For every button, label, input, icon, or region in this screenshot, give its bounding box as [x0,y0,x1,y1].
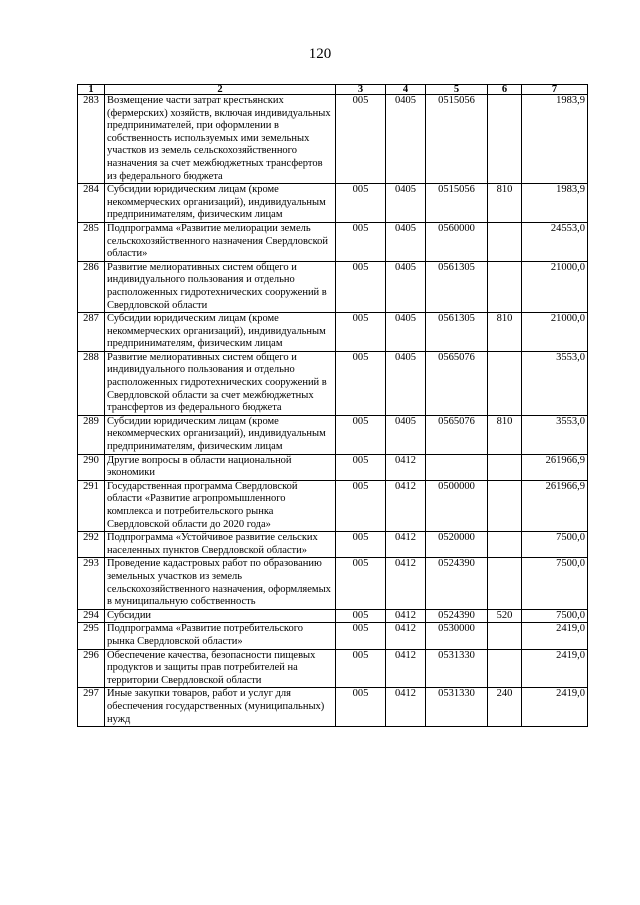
row-description: Обеспечение качества, безопасности пищевых продуктов и защиты прав потребителей на территории Свердловской области [105,649,336,688]
row-code-6 [488,222,522,261]
row-code-4: 0412 [386,532,426,558]
row-code-3: 005 [336,415,386,454]
row-number: 287 [78,313,105,352]
row-amount: 2419,0 [522,649,588,688]
row-amount: 3553,0 [522,351,588,415]
table-row [78,623,588,649]
row-code-6: 810 [488,415,522,454]
row-code-6: 810 [488,184,522,223]
table-row [78,558,588,609]
row-amount: 261966,9 [522,480,588,531]
column-header: 3 [336,85,386,95]
row-code-3: 005 [336,313,386,352]
row-amount: 1983,9 [522,184,588,223]
row-amount: 21000,0 [522,261,588,312]
row-code-5: 0531330 [426,688,488,727]
row-code-6: 240 [488,688,522,727]
row-code-6 [488,454,522,480]
row-description: Субсидии юридическим лицам (кроме некоммерческих организаций), индивидуальным предпринимателям, физическим лицам [105,184,336,223]
row-code-4: 0412 [386,623,426,649]
row-description: Развитие мелиоративных систем общего и индивидуального пользования и отдельно расположенных гидротехнических сооружений в Свердловской области за счет межбюджетных трансфертов из федерального бюджета [105,351,336,415]
row-amount: 3553,0 [522,415,588,454]
row-code-6 [488,532,522,558]
table-row [78,313,588,352]
row-code-5: 0560000 [426,222,488,261]
column-header: 4 [386,85,426,95]
row-code-6 [488,558,522,609]
row-code-3: 005 [336,261,386,312]
row-code-6 [488,623,522,649]
row-description: Проведение кадастровых работ по образованию земельных участков из земель сельскохозяйственного назначения, оформляемых в муниципальную собственность [105,558,336,609]
row-number: 291 [78,480,105,531]
column-header: 2 [105,85,336,95]
row-code-5: 0531330 [426,649,488,688]
row-code-4: 0412 [386,454,426,480]
table-row [78,532,588,558]
row-description: Государственная программа Свердловской области «Развитие агропромышленного комплекса и потребительского рынка Свердловской области до 2020 года» [105,480,336,531]
row-code-4: 0405 [386,222,426,261]
row-code-6 [488,261,522,312]
row-description: Иные закупки товаров, работ и услуг для обеспечения государственных (муниципальных) нужд [105,688,336,727]
row-amount: 7500,0 [522,532,588,558]
row-code-5: 0515056 [426,95,488,184]
row-code-4: 0412 [386,558,426,609]
row-amount: 2419,0 [522,688,588,727]
row-code-5: 0500000 [426,480,488,531]
row-code-3: 005 [336,609,386,623]
row-code-3: 005 [336,222,386,261]
row-code-6 [488,351,522,415]
row-code-4: 0412 [386,649,426,688]
row-code-4: 0405 [386,313,426,352]
row-number: 284 [78,184,105,223]
row-number: 295 [78,623,105,649]
row-number: 294 [78,609,105,623]
row-code-6: 810 [488,313,522,352]
row-code-6: 520 [488,609,522,623]
row-description: Подпрограмма «Развитие потребительского рынка Свердловской области» [105,623,336,649]
row-description: Развитие мелиоративных систем общего и индивидуального пользования и отдельно расположенных гидротехнических сооружений в Свердловской области [105,261,336,312]
column-header: 5 [426,85,488,95]
row-code-4: 0405 [386,351,426,415]
row-code-5: 0530000 [426,623,488,649]
table-row [78,609,588,623]
row-code-4: 0412 [386,609,426,623]
table-row [78,95,588,184]
column-header: 6 [488,85,522,95]
row-number: 286 [78,261,105,312]
table-row [78,454,588,480]
row-code-5: 0561305 [426,313,488,352]
row-code-3: 005 [336,480,386,531]
table-row [78,261,588,312]
row-number: 289 [78,415,105,454]
table-row [78,649,588,688]
row-code-3: 005 [336,649,386,688]
row-code-4: 0412 [386,688,426,727]
row-code-4: 0405 [386,415,426,454]
row-number: 297 [78,688,105,727]
table-row [78,480,588,531]
row-description: Подпрограмма «Развитие мелиорации земель сельскохозяйственного назначения Свердловской области» [105,222,336,261]
row-amount: 2419,0 [522,623,588,649]
row-code-5: 0524390 [426,609,488,623]
table-row [78,351,588,415]
row-code-4: 0405 [386,184,426,223]
row-code-3: 005 [336,558,386,609]
row-code-3: 005 [336,95,386,184]
row-description: Подпрограмма «Устойчивое развитие сельских населенных пунктов Свердловской области» [105,532,336,558]
row-code-5: 0515056 [426,184,488,223]
row-amount: 7500,0 [522,558,588,609]
row-code-6 [488,649,522,688]
row-description: Субсидии юридическим лицам (кроме некоммерческих организаций), индивидуальным предпринимателям, физическим лицам [105,313,336,352]
table-row [78,222,588,261]
row-code-3: 005 [336,688,386,727]
row-number: 290 [78,454,105,480]
row-code-4: 0405 [386,95,426,184]
row-description: Субсидии [105,609,336,623]
row-amount: 24553,0 [522,222,588,261]
table-row [78,688,588,727]
row-amount: 1983,9 [522,95,588,184]
row-code-6 [488,480,522,531]
table-row [78,184,588,223]
row-code-3: 005 [336,184,386,223]
budget-table [77,84,588,727]
row-number: 285 [78,222,105,261]
header-row [78,85,588,95]
row-amount: 21000,0 [522,313,588,352]
row-code-5: 0561305 [426,261,488,312]
row-code-5 [426,454,488,480]
row-amount: 7500,0 [522,609,588,623]
row-code-3: 005 [336,454,386,480]
row-number: 292 [78,532,105,558]
row-amount: 261966,9 [522,454,588,480]
row-description: Другие вопросы в области национальной экономики [105,454,336,480]
row-number: 293 [78,558,105,609]
row-code-4: 0412 [386,480,426,531]
row-code-5: 0524390 [426,558,488,609]
row-code-3: 005 [336,623,386,649]
row-code-3: 005 [336,351,386,415]
row-number: 296 [78,649,105,688]
row-code-6 [488,95,522,184]
row-code-5: 0520000 [426,532,488,558]
row-code-5: 0565076 [426,351,488,415]
row-number: 283 [78,95,105,184]
row-description: Возмещение части затрат крестьянских (фермерских) хозяйств, включая индивидуальных предпринимателей, при оформлении в собственность используемых ими земельных участков из земель сельскохозяйственного назначения за счет межбюджетных трансфертов из федерального бюджета [105,95,336,184]
column-header: 1 [78,85,105,95]
row-code-4: 0405 [386,261,426,312]
column-header: 7 [522,85,588,95]
table-row [78,415,588,454]
page-number: 120 [308,46,332,62]
row-code-5: 0565076 [426,415,488,454]
row-code-3: 005 [336,532,386,558]
row-number: 288 [78,351,105,415]
row-description: Субсидии юридическим лицам (кроме некоммерческих организаций), индивидуальным предпринимателям, физическим лицам [105,415,336,454]
